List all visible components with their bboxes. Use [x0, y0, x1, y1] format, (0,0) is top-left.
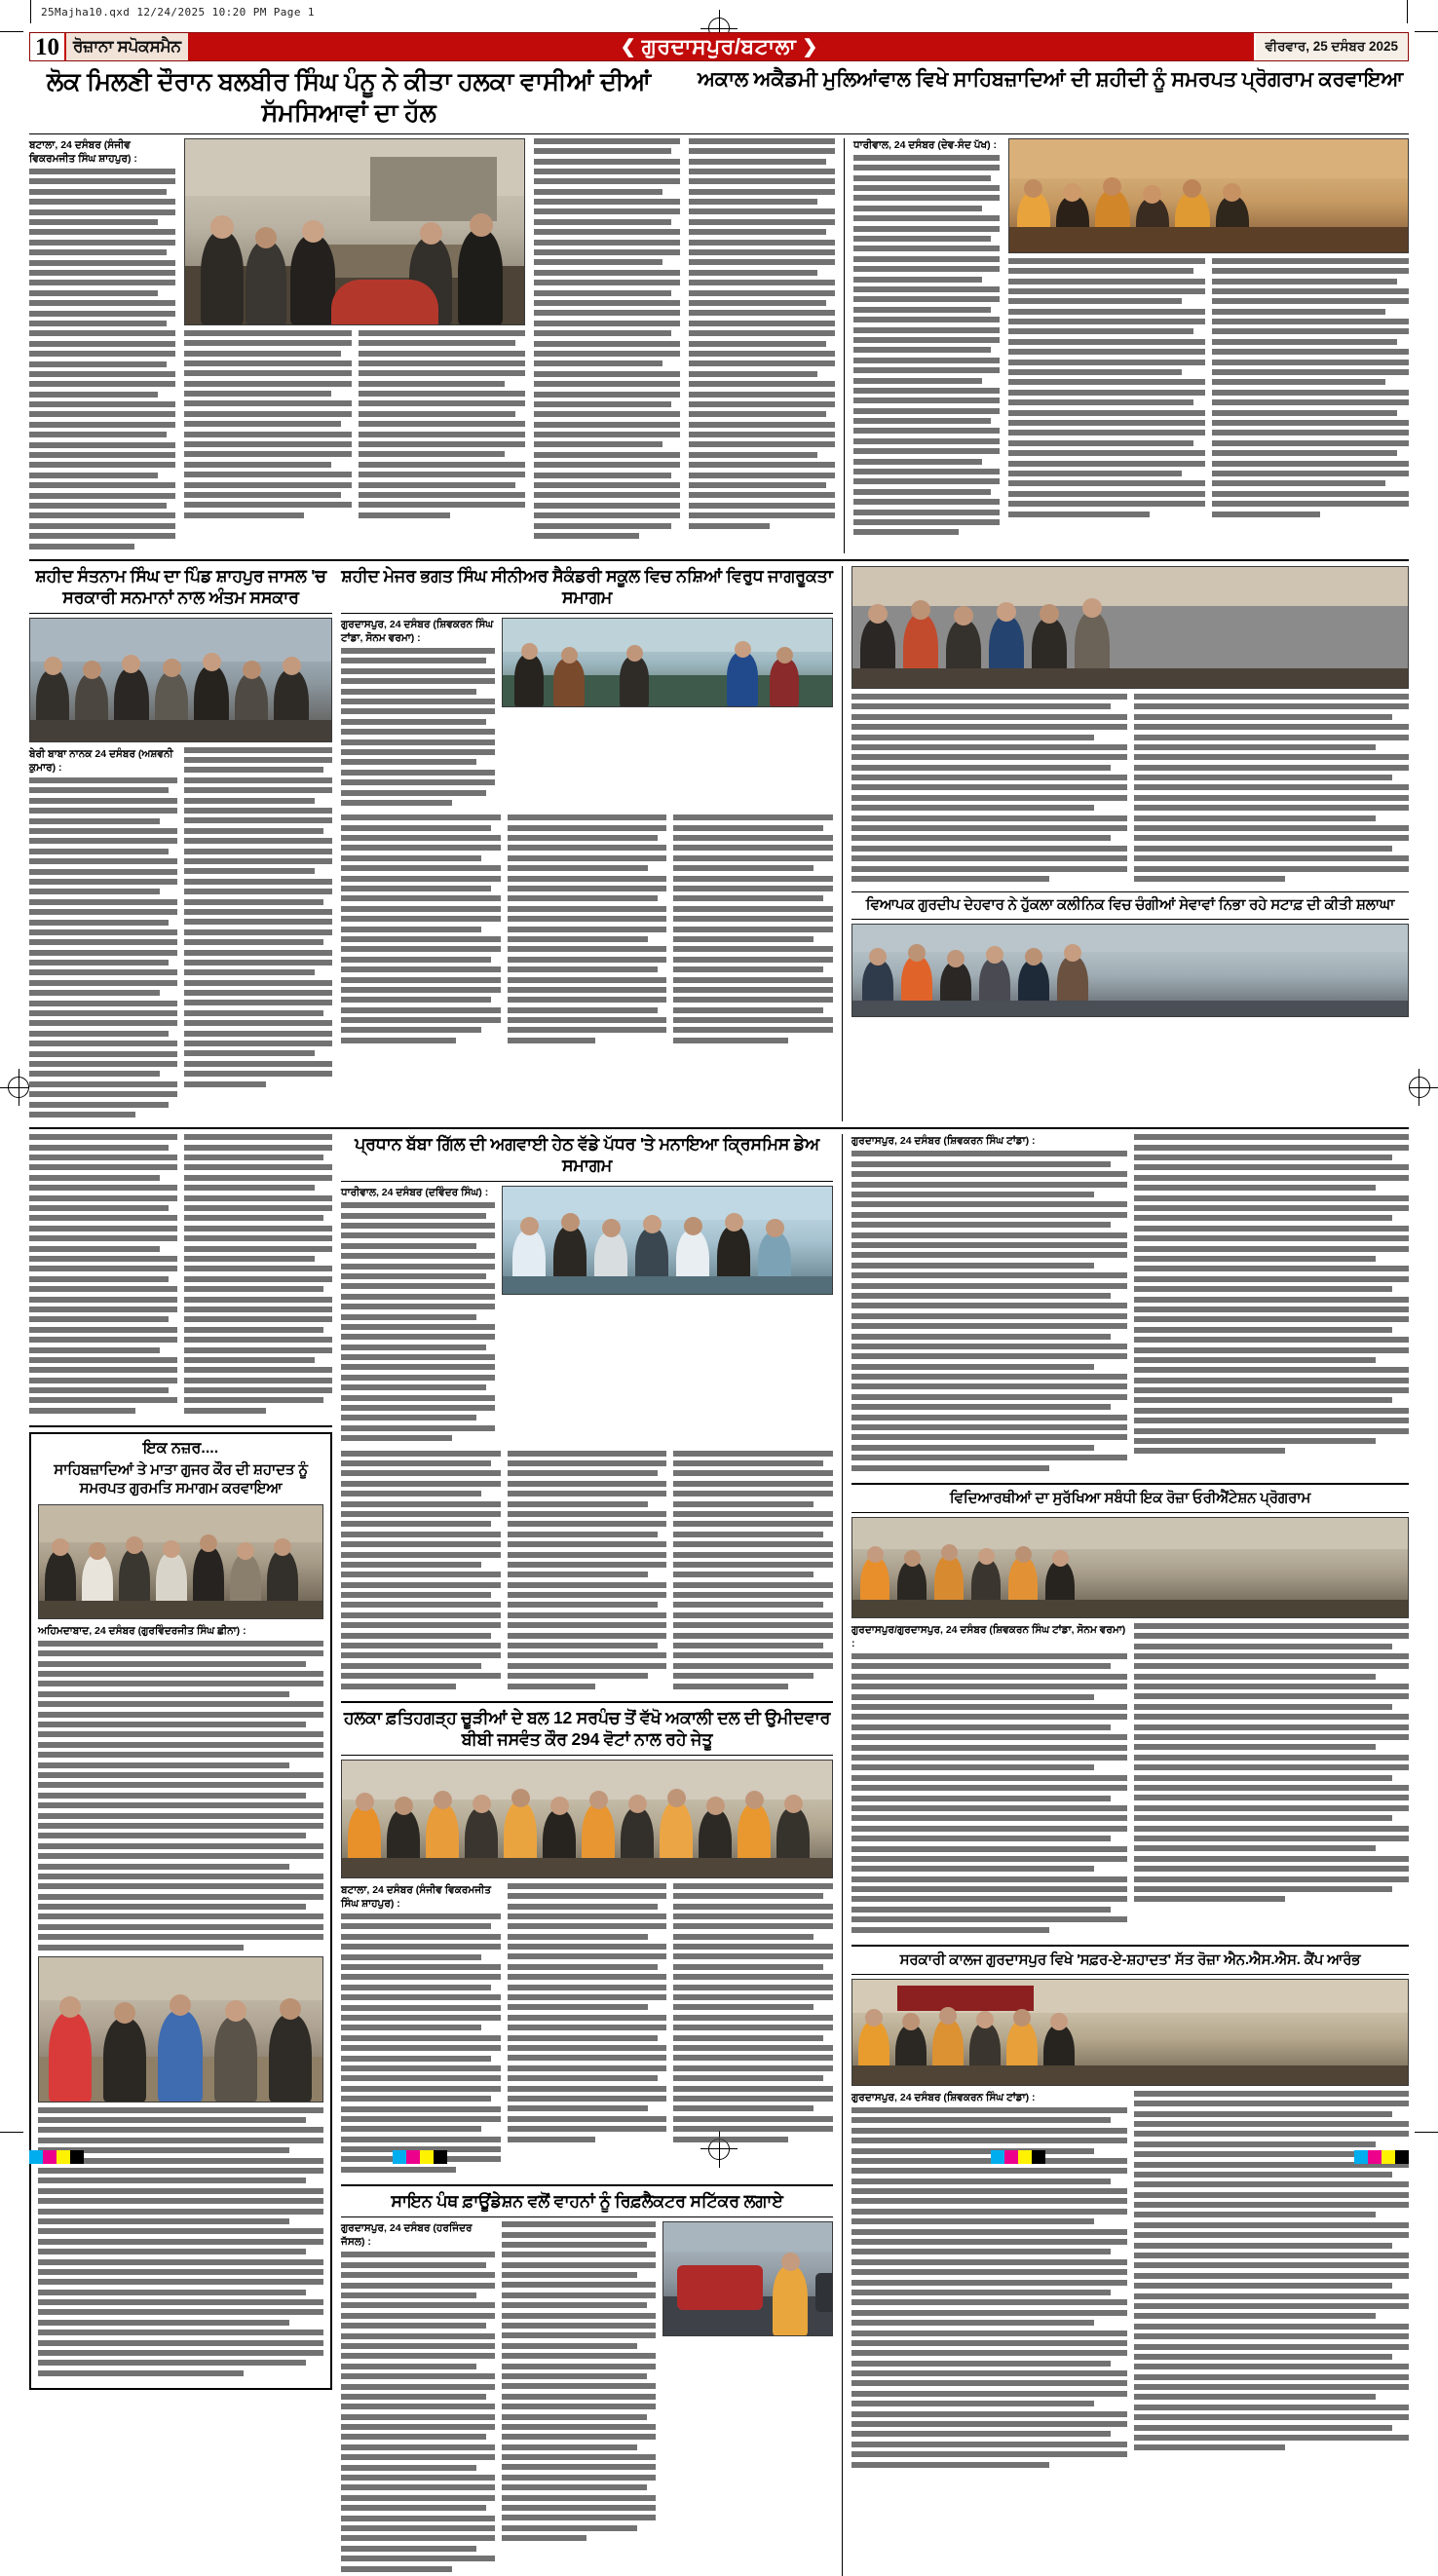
rule-under-story-c-headline: [851, 919, 1409, 920]
story-a-dateline: ਬੇਰੀ ਬਾਬਾ ਨਾਨਕ 24 ਦਸੰਬਰ (ਅਸ਼ਵਨੀ ਕੁਮਾਰ) :: [29, 747, 173, 774]
story-d-cols: [341, 1451, 833, 1693]
crop-mark-top-right-v: [1407, 0, 1408, 23]
color-bar-group-3: [991, 2150, 1045, 2164]
story-a-headline: ਸ਼ਹੀਦ ਸੰਤਨਾਮ ਸਿੰਘ ਦਾ ਪਿੰਡ ਸ਼ਾਹਪੁਰ ਜਾਸਲ 'ਚ ਸਰਕਾਰੀ ਸਨਮਾਨਾਂ ਨਾਲ ਅੰਤਮ ਸਸਕਾਰ: [35, 565, 326, 607]
color-swatch: [406, 2150, 420, 2164]
color-bar-group-1: [29, 2150, 84, 2164]
story-d-dateline: ਧਾਰੀਵਾਲ, 24 ਦਸੰਬਰ (ਦਵਿੰਦਰ ਸਿੰਘ) :: [341, 1187, 489, 1199]
body-text: [1008, 258, 1205, 521]
body-text: [29, 747, 177, 1122]
story-a: [29, 566, 332, 1121]
chevron-left-icon: ❮: [620, 36, 636, 57]
rule-story-g-top: [851, 1945, 1409, 1947]
section-name: ਗੁਰਦਾਸਪੁਰ/ਬਟਾਲਾ: [641, 34, 797, 58]
color-swatch: [1381, 2150, 1395, 2164]
color-swatch: [29, 2150, 43, 2164]
masthead: [29, 32, 1409, 61]
story-e-cols: [851, 1623, 1409, 1937]
ik-nazar-box: [29, 1432, 332, 2390]
story-g-photo: [851, 1979, 1409, 2086]
rule-section-3: [29, 1127, 1409, 1129]
color-swatch: [393, 2150, 406, 2164]
crop-mark-top-left-v: [30, 0, 31, 23]
body-text: [341, 1883, 501, 2178]
ik-nazar-dateline: ਅਹਿਮਦਾਬਾਦ, 24 ਦਸੰਬਰ (ਗੁਰਵਿੰਦਰਜੀਤ ਸਿੰਘ ਛੀਨਾ) :: [38, 1624, 246, 1637]
rule-story-f-top: [341, 1701, 833, 1703]
body-text: [1134, 2091, 1410, 2472]
story-g-dateline: ਗੁਰਦਾਸਪੁਰ, 24 ਦਸੰਬਰ (ਸ਼ਿਵਕਰਨ ਸਿੰਘ ਟਾਂਡਾ) :: [851, 2091, 1036, 2103]
body-text: [508, 814, 667, 1047]
crop-mark-top-right-h: [1415, 31, 1438, 32]
crop-mark-bottom-right-h: [1415, 2132, 1438, 2133]
crop-mark-top-left-h: [0, 31, 23, 32]
lead-right-text-col-1: [853, 138, 1000, 553]
story-e-headline: ਵਿਦਿਆਰਥੀਆਂ ਦਾ ਸੁਰੱਖਿਆ ਸਬੰਧੀ ਇਕ ਰੋਜ਼ਾ ਓਰੀਐਂਟੇਸ਼ਨ ਪ੍ਰੋਗਰਾਮ: [949, 1489, 1311, 1506]
body-text: [508, 1883, 667, 2178]
color-swatch: [1004, 2150, 1018, 2164]
story-b-dateline: ਗੁਰਦਾਸਪੁਰ, 24 ਦਸੰਬਰ (ਸ਼ਿਵਕਰਨ ਸਿੰਘ ਟਾਂਡਾ, ਸੋਨਮ ਵਰਮਾ) :: [341, 618, 494, 644]
right-column-lower: [851, 1134, 1409, 2576]
story-c-photo-2: [851, 924, 1409, 1017]
story-d-headline: ਪ੍ਰਧਾਨ ਬੱਬਾ ਗਿੱਲ ਦੀ ਅਗਵਾਈ ਹੇਠ ਵੱਡੇ ਪੱਧਰ 'ਤੇ ਮਨਾਇਆ ਕ੍ਰਿਸਮਿਸ ਡੇਅ ਸਮਾਗਮ: [355, 1134, 819, 1176]
story-h-dateline: ਗੁਰਦਾਸਪੁਰ, 24 ਦਸੰਬਰ (ਹਰਜਿੰਦਰ ਜੱਸਲ) :: [341, 2222, 473, 2249]
body-text: [508, 1451, 667, 1693]
third-band: [29, 1134, 1409, 2576]
story-a-photo: [29, 618, 332, 742]
lead-left-text-col-2: [534, 138, 680, 553]
rule-section-2: [29, 559, 1409, 561]
body-text: [673, 814, 833, 1047]
story-c-headline: ਵਿਆਪਕ ਗੁਰਦੀਪ ਦੇਹਵਾਰ ਨੇ ਹੁੱਕਲਾ ਕਲੀਨਿਕ ਵਿਚ ਚੰਗੀਆਂ ਸੇਵਾਵਾਂ ਨਿਭਾ ਰਹੇ ਸਟਾਫ਼ ਦੀ ਕੀਤੀ ਸ਼ਲਾਘਾ: [865, 896, 1395, 914]
body-text: [341, 618, 495, 811]
story-g-headline: ਸਰਕਾਰੀ ਕਾਲਜ ਗੁਰਦਾਸਪੁਰ ਵਿਖੇ 'ਸਫ਼ਰ-ਏ-ਸ਼ਹਾਦਤ' ਸੱਤ ਰੋਜ਼ਾ ਐਨ.ਐਸ.ਐਸ. ਕੈਂਪ ਆਰੰਭ: [899, 1951, 1361, 1969]
lead-left-photo: [184, 138, 525, 325]
body-text: [673, 1451, 833, 1693]
color-bar-group-2: [393, 2150, 447, 2164]
body-text: [851, 2091, 1127, 2472]
story-f-dateline: ਬਟਾਲਾ, 24 ਦਸੰਬਰ (ਸੰਜੀਵ ਵਿਕਰਮਜੀਤ ਸਿੰਘ ਸ਼ਾਹਪੁਰ) :: [341, 1883, 492, 1910]
story-b-headline: ਸ਼ਹੀਦ ਮੇਜਰ ਭਗਤ ਸਿੰਘ ਸੀਨੀਅਰ ਸੈਕੰਡਰੀ ਸਕੂਲ ਵਿਚ ਨਸ਼ਿਆਂ ਵਿਰੁਧ ਜਾਗਰੂਕਤਾ ਸਮਾਗਮ: [341, 565, 833, 607]
lead-headline-row: [29, 67, 1409, 130]
story-h-headline: ਸਾਇਨ ਪੰਥ ਫ਼ਾਊਂਡੇਸ਼ਨ ਵਲੋਂ ਵਾਹਨਾਂ ਨੂੰ ਰਿਫ਼ਲੈਕਟਰ ਸਟਿੱਕਰ ਲਗਾਏ: [391, 2191, 783, 2212]
body-text: [534, 138, 680, 539]
chevron-right-icon: ❯: [802, 36, 818, 57]
body-text: [1134, 1134, 1410, 1475]
color-swatch: [43, 2150, 57, 2164]
lead-left-dateline: ਬਟਾਲਾ, 24 ਦਸੰਬਰ (ਸੰਜੀਵ ਵਿਕਰਮਜੀਤ ਸਿੰਘ ਸ਼ਾਹਪੁਰ) :: [29, 138, 137, 165]
ik-nazar-photo: [38, 1504, 323, 1619]
issue-date: ਵੀਰਵਾਰ, 25 ਦਸੰਬਰ 2025: [1254, 33, 1408, 60]
body-text: [1134, 1623, 1410, 1937]
story-h-body: [341, 2221, 833, 2576]
color-swatch: [1354, 2150, 1368, 2164]
color-swatch: [420, 2150, 434, 2164]
story-d-top: [341, 1186, 833, 1446]
color-control-bars: [29, 2150, 1409, 2164]
rule-story-h: [341, 2216, 833, 2217]
story-e-dateline: ਗੁਰਦਾਸਪੁਰ/ਗੁਰਦਾਸਪੁਰ, 24 ਦਸੰਬਰ (ਸ਼ਿਵਕਰਨ ਸਿੰਘ ਟਾਂਡਾ, ਸੋਨਮ ਵਰਮਾ) :: [851, 1623, 1126, 1649]
story-b-cols: [341, 814, 833, 1047]
story-b: [341, 566, 833, 1121]
newspaper-brand: ਰੋਜ਼ਾਨਾ ਸਪੋਕਸਮੈਨ: [64, 33, 188, 60]
body-text: [184, 330, 352, 522]
story-f-headline: ਹਲਕਾ ਫ਼ਤਿਹਗੜ੍ਹ ਚੂੜੀਆਂ ਦੇ ਬਲ 12 ਸਰਪੰਚ ਤੋਂ ਵੱਖੋ ਅਕਾਲੀ ਦਲ ਦੀ ਉਮੀਦਵਾਰ ਬੀਬੀ ਜਸਵੰਤ ਕੌਰ 294 ਵੋਟਾਂ ਨਾਲ ਰਹੇ ਜੇਤੂ: [343, 1707, 831, 1749]
body-text: [38, 2107, 323, 2376]
body-text: [341, 2221, 495, 2576]
newspaper-page: [29, 32, 1409, 2249]
second-band: [29, 566, 1409, 1121]
body-text: [184, 1134, 332, 1418]
color-swatch: [1368, 2150, 1381, 2164]
rule-story-d: [341, 1181, 833, 1182]
lead-left-text-col-1: [29, 138, 175, 553]
body-text: [184, 747, 332, 1122]
body-text: [1134, 694, 1410, 886]
story-a-cols: [29, 747, 332, 1122]
rule-story-e-top: [851, 1483, 1409, 1485]
rule-story-f: [341, 1755, 833, 1756]
story-f-cols: [341, 1883, 833, 2178]
rule-story-c: [851, 891, 1409, 892]
page-number: 10: [30, 33, 64, 60]
rule-story-g: [851, 1974, 1409, 1975]
crop-mark-bottom-left-h: [0, 2132, 23, 2133]
story-c-top-cols: [851, 694, 1409, 886]
body-text: [29, 169, 175, 549]
story-c-photo: [851, 566, 1409, 689]
lead-left-subcols: [184, 330, 525, 522]
lead-left-photo-col: [184, 138, 525, 553]
rule-story-a: [29, 613, 332, 614]
body-text: [1212, 258, 1409, 521]
color-bar-group-4: [1354, 2150, 1409, 2164]
lead-left-headline: ਲੋਕ ਮਿਲਣੀ ਦੌਰਾਨ ਬਲਬੀਰ ਸਿੰਘ ਪੰਨੂ ਨੇ ਕੀਤਾ ਹਲਕਾ ਵਾਸੀਆਂ ਦੀਆਂ ਸੱਮਸਿਆਵਾਂ ਦਾ ਹੱਲ: [47, 68, 651, 127]
color-swatch: [57, 2150, 70, 2164]
top-article-block: [29, 138, 1409, 553]
story-h-photo: [662, 2221, 833, 2336]
body-text: [341, 814, 501, 1047]
rule-story-e: [851, 1512, 1409, 1513]
middle-column-lower: [341, 1134, 833, 2576]
body-text: [341, 1186, 495, 1446]
body-text: [689, 138, 835, 529]
lead-right-headline-wrap: [692, 67, 1409, 130]
lead-left-text-col-3: [689, 138, 835, 553]
story-e-photo: [851, 1517, 1409, 1618]
left-column-lower: [29, 1134, 332, 2576]
lead-right-headline: ਅਕਾਲ ਅਕੈਡਮੀ ਮੁਲਿਆਂਵਾਲ ਵਿਖੇ ਸਾਹਿਬਜ਼ਾਦਿਆਂ ਦੀ ਸ਼ਹੀਦੀ ਨੂੰ ਸਮਰਪਤ ਪ੍ਰੋਗਰਾਮ ਕਰਵਾਇਆ: [697, 68, 1404, 91]
story-f-photo: [341, 1760, 833, 1878]
rule-story-b: [341, 613, 833, 614]
color-swatch: [991, 2150, 1004, 2164]
body-text: [29, 1134, 177, 1418]
page-content: [29, 61, 1409, 2576]
color-swatch: [434, 2150, 447, 2164]
lead-right-subcols: [1008, 258, 1409, 521]
body-text: [341, 1451, 501, 1693]
rule-under-lead-headlines: [29, 133, 1409, 134]
color-swatch: [1395, 2150, 1409, 2164]
story-a-continuation: [29, 1134, 332, 1418]
body-text: [851, 1134, 1127, 1475]
lead-right-photo: [1008, 138, 1409, 253]
body-text: [38, 1641, 323, 1951]
story-d-photo: [502, 1186, 833, 1295]
lead-left-headline-wrap: [29, 67, 668, 130]
ik-nazar-label: ਇਕ ਨਜ਼ਰ....: [142, 1440, 219, 1458]
body-text: [851, 694, 1127, 886]
prepress-slug: 25Majha10.qxd 12/24/2025 10:20 PM Page 1: [41, 6, 315, 19]
body-text: [502, 2221, 656, 2576]
story-c-cols: [851, 1134, 1409, 1475]
body-text: [359, 330, 526, 522]
lead-right-dateline: ਧਾਰੀਵਾਲ, 24 ਦਸੰਬਰ (ਦੇਵ-ਸੰਦ ਪੱਖ) :: [853, 138, 998, 151]
body-text: [853, 155, 1000, 535]
color-swatch: [70, 2150, 84, 2164]
color-swatch: [1018, 2150, 1032, 2164]
lead-right-photo-col: [1008, 138, 1409, 553]
body-text: [673, 1883, 833, 2178]
rule-story-h-top: [341, 2184, 833, 2186]
story-c-dateline: ਗੁਰਦਾਸਪੁਰ, 24 ਦਸੰਬਰ (ਸ਼ਿਵਕਰਨ ਸਿੰਘ ਟਾਂਡਾ) :: [851, 1135, 1036, 1148]
color-swatch: [1032, 2150, 1045, 2164]
story-b-top: [341, 618, 833, 811]
story-b-photo: [502, 618, 833, 707]
rule-above-boxed: [29, 1425, 332, 1427]
body-text: [851, 1623, 1127, 1937]
story-g-cols: [851, 2091, 1409, 2472]
ik-nazar-headline: ਸਾਹਿਬਜ਼ਾਦਿਆਂ ਤੇ ਮਾਤਾ ਗੁਜਰ ਕੌਰ ਦੀ ਸ਼ਹਾਦਤ ਨੂੰ ਸਮਰਪਤ ਗੁਰਮਤਿ ਸਮਾਗਮ ਕਰਵਾਇਆ: [54, 1461, 308, 1496]
story-c: [851, 566, 1409, 1121]
ik-nazar-photo-2: [38, 1956, 323, 2102]
